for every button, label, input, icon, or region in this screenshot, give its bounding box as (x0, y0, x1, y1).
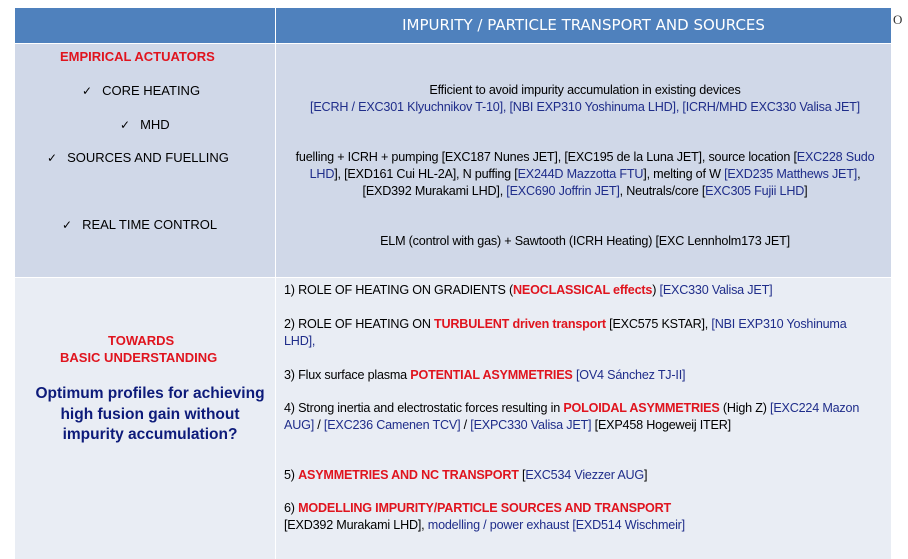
highlight-text: TURBULENT driven transport (434, 317, 606, 331)
body-text: ) (652, 283, 660, 297)
body-text: 1) ROLE OF HEATING ON GRADIENTS ( (284, 283, 513, 297)
reference-text: [OV4 Sánchez TJ-II] (572, 368, 686, 382)
row2-paragraph (284, 282, 874, 299)
check-label: SOURCES AND FUELLING (67, 150, 229, 165)
reference-text: [EXC224 Mazon AUG] (284, 401, 860, 432)
highlight-text: ASYMMETRIES AND NC TRANSPORT (298, 468, 519, 482)
check-icon: ✓ (120, 118, 131, 132)
header-left-cell (15, 8, 275, 43)
check-label: MHD (140, 117, 170, 132)
reference-text: EXC228 Sudo LHD (309, 150, 875, 181)
goal-question: Optimum profiles for achieving high fusion gain without impurity accumulation? (35, 385, 265, 443)
stray-mark: O (893, 12, 903, 27)
check-item (62, 217, 217, 232)
body-text: [EXD392 Murakami LHD], (284, 518, 428, 532)
reference-text: EXC305 Fujii LHD (705, 184, 805, 198)
body-text: ] (644, 468, 648, 482)
check-icon: ✓ (47, 151, 58, 165)
basic-understanding-heading: BASIC UNDERSTANDING (60, 350, 218, 365)
highlight-text: NEOCLASSICAL effects (512, 283, 653, 297)
body-text: [ (518, 468, 526, 482)
body-text: ], melting of W (643, 167, 725, 181)
body-text: / (460, 418, 471, 432)
body-text: 5) (284, 468, 299, 482)
body-text: ] (804, 184, 808, 198)
row2-paragraph (284, 316, 874, 350)
towards-heading: TOWARDS (108, 333, 175, 348)
highlight-text: POLOIDAL ASYMMETRIES (563, 401, 720, 415)
body-text: [EXC575 KSTAR], (605, 317, 712, 331)
reference-text: EXC534 Viezzer AUG (525, 468, 645, 482)
body-text: 2) ROLE OF HEATING ON (284, 317, 435, 331)
reference-text: EX244D Mazzotta FTU (517, 167, 644, 181)
row2-paragraph (284, 500, 874, 534)
check-item (120, 117, 170, 132)
reference-text: [NBI EXP310 Yoshinuma LHD], (284, 317, 847, 348)
reference-text: modelling / power exhaust [EXD514 Wischmeir] (427, 518, 685, 532)
empirical-actuators-heading: EMPIRICAL ACTUATORS (60, 49, 215, 64)
highlight-text: POTENTIAL ASYMMETRIES (410, 368, 573, 382)
body-text: 4) Strong inertia and electrostatic forces resulting in (284, 401, 564, 415)
reference-text: [EXC236 Camenen TCV] (323, 418, 461, 432)
body-text: ], [EXD161 Cui HL-2A], N puffing [ (334, 167, 518, 181)
highlight-text: MODELLING IMPURITY/PARTICLE SOURCES AND TRANSPORT (298, 501, 672, 515)
body-text: 3) Flux surface plasma (284, 368, 411, 382)
row2-paragraph (284, 367, 874, 384)
check-label: REAL TIME CONTROL (82, 217, 218, 232)
reference-text: [EXD235 Matthews JET] (724, 167, 858, 181)
table-title: IMPURITY / PARTICLE TRANSPORT AND SOURCES (276, 8, 891, 43)
body-text: / (314, 418, 324, 432)
check-item (47, 150, 229, 165)
check-item (82, 83, 200, 98)
reference-text: [ECRH / EXC301 Klyuchnikov T-10], [NBI EXP310 Yoshinuma LHD], [ICRH/MHD EXC330 Valisa JET] (310, 100, 860, 114)
body-text: , Neutrals/core [ (619, 184, 706, 198)
body-text: ELM (control with gas) + Sawtooth (ICRH Heating) [EXC Lennholm173 JET] (380, 234, 790, 248)
body-text: (High Z) (719, 401, 771, 415)
body-text: 6) (284, 501, 299, 515)
row2-paragraph (284, 400, 874, 434)
row2-paragraph (284, 467, 874, 484)
reference-text: [EXC330 Valisa JET] (659, 283, 773, 297)
row1-paragraph (290, 233, 880, 250)
body-text: , [EXD392 Murakami LHD], (362, 167, 861, 198)
body-text: fuelling + ICRH + pumping [EXC187 Nunes JET], [EXC195 de la Luna JET], source location [ (295, 150, 797, 164)
reference-text: [EXC690 Joffrin JET] (506, 184, 620, 198)
check-label: CORE HEATING (102, 83, 201, 98)
check-icon: ✓ (82, 84, 93, 98)
check-icon: ✓ (62, 218, 73, 232)
row1-paragraph (290, 149, 880, 200)
body-text: Efficient to avoid impurity accumulation in existing devices (429, 83, 741, 97)
body-text: [EXP458 Hogeweij ITER] (591, 418, 731, 432)
reference-text: [EXPC330 Valisa JET] (470, 418, 592, 432)
row1-paragraph (300, 82, 870, 116)
